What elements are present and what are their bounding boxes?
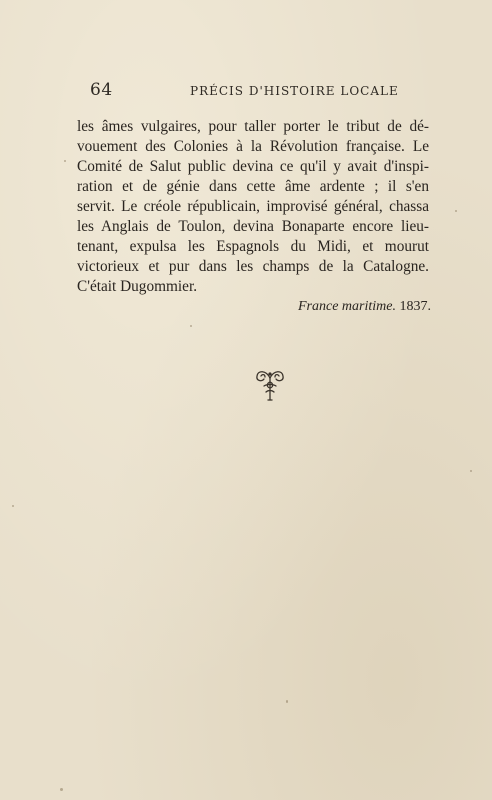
- paper-speck: [60, 788, 63, 791]
- text-line: tenant, expulsa les Espagnols du Midi, et mourut: [77, 238, 429, 255]
- source-attribution: [298, 299, 438, 315]
- attribution-year: 1837.: [399, 299, 431, 314]
- paper-speck: [64, 160, 66, 162]
- text-line: C'était Dugommier.: [77, 278, 198, 295]
- text-line: vouement des Colonies à la Révolution française. Le: [77, 138, 429, 155]
- text-line: ration et de génie dans cette âme ardente ; il s'en: [77, 178, 429, 195]
- text-line: les âmes vulgaires, pour taller porter le tribut de dé-: [77, 118, 429, 135]
- paper-speck: [455, 210, 457, 212]
- page-header: [90, 80, 430, 102]
- body-paragraph: [77, 117, 429, 297]
- paper-speck: [470, 470, 472, 472]
- text-line: servit. Le créole républicain, improvisé général, chassa: [77, 198, 429, 215]
- running-title: PRÉCIS D'HISTOIRE LOCALE: [190, 84, 399, 98]
- attribution-source: France maritime.: [298, 299, 396, 314]
- text-line: les Anglais de Toulon, devina Bonaparte encore lieu-: [77, 218, 429, 235]
- paper-speck: [12, 505, 14, 507]
- text-line: victorieux et pur dans les champs de la Catalogne.: [77, 258, 429, 275]
- paper-speck: [190, 325, 192, 327]
- text-line: Comité de Salut public devina ce qu'il y avait d'inspi-: [77, 158, 429, 175]
- page-number: 64: [90, 80, 113, 100]
- floral-tailpiece-ornament-icon: [250, 364, 290, 404]
- paper-speck: [286, 700, 288, 703]
